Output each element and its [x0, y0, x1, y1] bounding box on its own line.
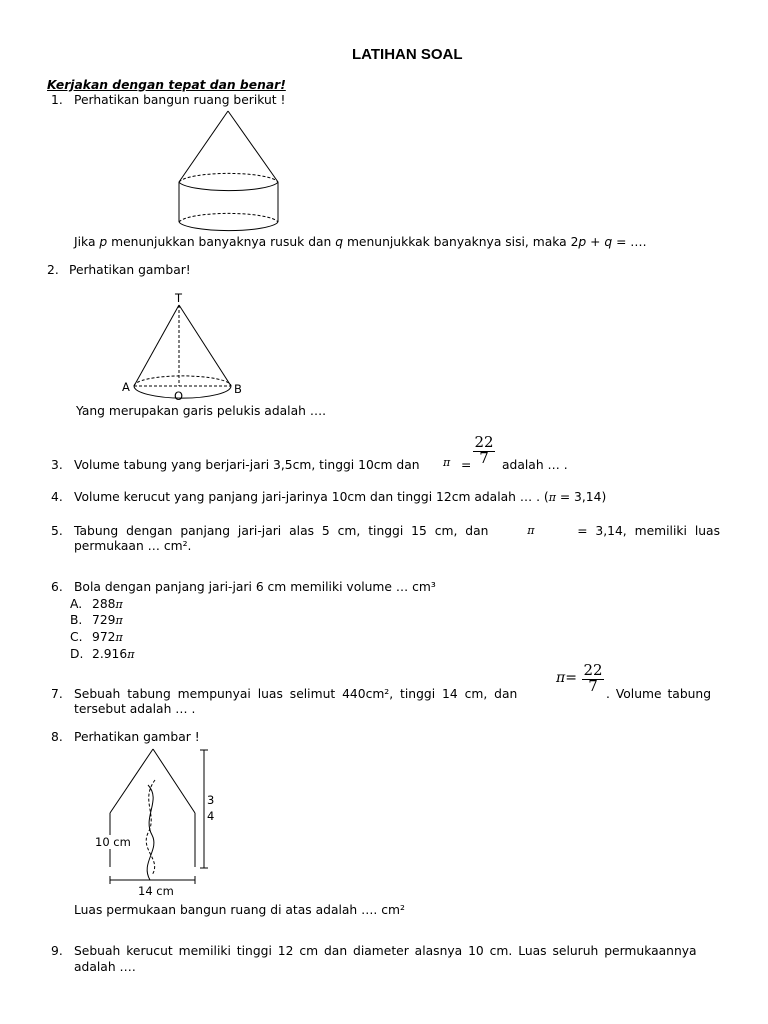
- q2-cone-figure: [120, 290, 250, 405]
- q4-pi-symbol: π: [548, 491, 556, 504]
- q1-question: Jika p menunjukkan banyaknya rusuk dan q menunjukkak banyaknya sisi, maka 2p + q = ….: [74, 235, 647, 249]
- q6-option-c: C. 972π: [70, 630, 123, 644]
- q3-text-a: Volume tabung yang berjari-jari 3,5cm, tinggi 10cm dan: [74, 458, 420, 472]
- q5-pi-symbol: π: [527, 524, 535, 537]
- instruction: Kerjakan dengan tepat dan benar!: [47, 78, 286, 92]
- q6-option-a: A. 288π: [70, 597, 123, 611]
- q9-line2: adalah ….: [74, 960, 136, 974]
- q2-label-a: A: [122, 380, 130, 394]
- q3-frac-num: 22: [474, 433, 494, 451]
- q7-fraction: [582, 662, 604, 694]
- q8-question: Luas permukaan bangun ruang di atas adalah …. cm²: [74, 903, 405, 917]
- q3-pi-symbol: π: [443, 456, 451, 469]
- q8-label-3: 3: [207, 793, 215, 807]
- q5-line2: permukaan … cm².: [74, 539, 192, 553]
- q7-frac-num: 22: [583, 661, 603, 679]
- q8-label-14cm: 14 cm: [138, 884, 174, 898]
- q3-number: 3.: [51, 458, 63, 472]
- q8-number: 8.: [51, 730, 63, 744]
- q2-label-o: O: [174, 389, 184, 403]
- q7-line2: tersebut adalah … .: [74, 702, 196, 716]
- q1-cone-cylinder-figure: [170, 108, 290, 238]
- q2-question: Yang merupakan garis pelukis adalah ….: [76, 404, 327, 418]
- q8-text: Perhatikan gambar !: [74, 730, 200, 744]
- q2-label-t: T: [175, 291, 183, 305]
- q3-equals: =: [461, 458, 472, 472]
- q8-label-10cm: 10 cm: [95, 835, 131, 849]
- q3-fraction: [473, 434, 495, 466]
- q5-number: 5.: [51, 524, 63, 538]
- q2-number: 2.: [47, 263, 59, 277]
- page-title: LATIHAN SOAL: [352, 46, 463, 63]
- q4-number: 4.: [51, 490, 63, 504]
- q6-text: Bola dengan panjang jari-jari 6 cm memiliki volume … cm³: [74, 580, 436, 594]
- q8-label-4: 4: [207, 809, 215, 823]
- q6-option-d: D. 2.916π: [70, 647, 135, 661]
- q4-text: Volume kerucut yang panjang jari-jarinya 10cm dan tinggi 12cm adalah … . (π = 3,14): [74, 490, 607, 504]
- q5-line1: Tabung dengan panjang jari-jari alas 5 cm, tinggi 15 cm, dan π = 3,14, memiliki luas: [74, 524, 720, 538]
- q2-text: Perhatikan gambar!: [69, 263, 191, 277]
- q3-frac-den: 7: [479, 449, 489, 467]
- q9-line1: Sebuah kerucut memiliki tinggi 12 cm dan diameter alasnya 10 cm. Luas seluruh permukaannya: [74, 944, 697, 958]
- q7-pi-eq: π=: [556, 670, 577, 686]
- q3-text-b: adalah … .: [502, 458, 568, 472]
- q7-number: 7.: [51, 687, 63, 701]
- q7-line1-a: Sebuah tabung mempunyai luas selimut 440cm², tinggi 14 cm, dan: [74, 687, 518, 701]
- q7-line1-b: . Volume tabung: [606, 687, 712, 701]
- q6-number: 6.: [51, 580, 63, 594]
- q2-label-b: B: [234, 382, 242, 396]
- q8-composite-figure: [100, 745, 220, 900]
- q1-text: Perhatikan bangun ruang berikut !: [74, 93, 286, 107]
- q9-number: 9.: [51, 944, 63, 958]
- q6-option-b: B. 729π: [70, 613, 123, 627]
- q7-frac-den: 7: [588, 677, 598, 695]
- q1-number: 1.: [51, 93, 63, 107]
